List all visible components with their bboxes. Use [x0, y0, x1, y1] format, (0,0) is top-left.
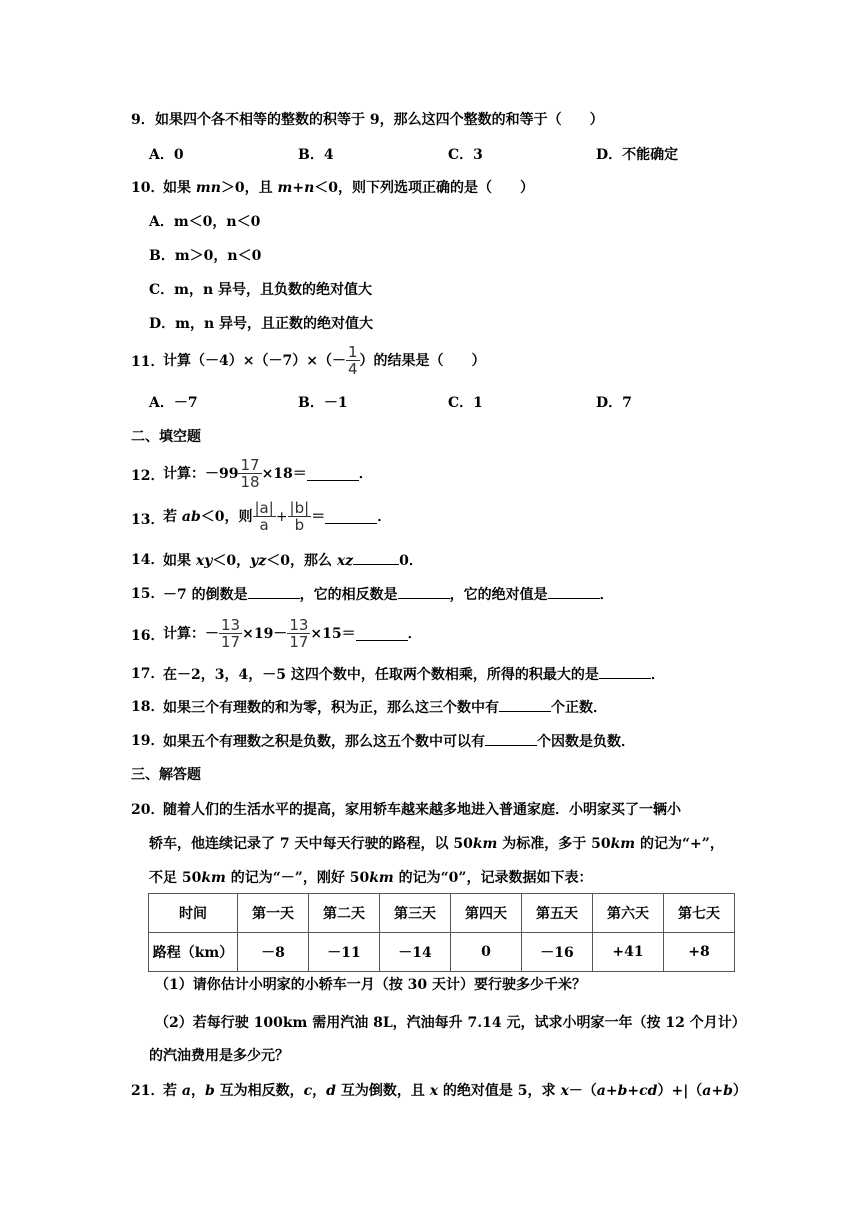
question-text: 计算（－4）×（－7）×（－ $\frac{1}{4}$ ）的结果是（ ） — [163, 343, 486, 378]
table-header: 第四天 — [451, 894, 522, 933]
table-row — [149, 933, 735, 972]
fraction: $\frac{1}{4}$ — [347, 343, 358, 378]
fraction: $\frac{|b|}{b}$ — [289, 499, 310, 534]
answer-blank[interactable] — [548, 584, 600, 599]
sub-question-2-cont: 的汽油费用是多少元？ — [149, 1048, 289, 1064]
question-text: 若 ab＜0，则 $\frac{|a|}{a}$ + $\frac{|b|}{b}$ ＝ ． — [163, 499, 392, 534]
section-heading: 二、填空题 — [131, 429, 201, 445]
section-heading: 三、解答题 — [131, 767, 201, 783]
option-b: B．4 — [298, 147, 334, 163]
question-number: 20． — [131, 802, 165, 818]
question-text: 不足 50km 的记为“－”，刚好 50km 的记为“0”，记录数据如下表： — [149, 870, 593, 886]
question-text: 如果 xy＜0，yz＜0，那么 xz 0． — [163, 550, 423, 571]
table-header: 第三天 — [380, 894, 451, 933]
option-a: A．0 — [149, 147, 184, 163]
answer-blank[interactable] — [398, 584, 450, 599]
question-number: 21． — [131, 1083, 165, 1099]
question-number: 19． — [131, 733, 165, 749]
table-cell: －16 — [522, 933, 593, 972]
option-a: A．m＜0，n＜0 — [149, 214, 261, 230]
option-a: A．－7 — [149, 395, 198, 411]
option-d: D．7 — [596, 395, 632, 411]
question-number: 13． — [131, 512, 165, 528]
question-text: 在－2，3，4，－5 这四个数中，任取两个数相乘，所得的积最大的是 ． — [163, 664, 665, 685]
question-text: 随着人们的生活水平的提高，家用轿车越来越多地进入普通家庭．小明家买了一辆小 — [163, 802, 681, 818]
option-b: B．m＞0，n＜0 — [149, 248, 262, 264]
table-header: 第二天 — [309, 894, 380, 933]
table-cell: 0 — [451, 933, 522, 972]
question-number: 11． — [131, 354, 165, 370]
question-text: 如果三个有理数的和为零，积为正，那么这三个数中有 个正数． — [163, 697, 607, 718]
question-number: 16． — [131, 628, 165, 644]
question-number: 9． — [131, 112, 155, 128]
table-cell: －14 — [380, 933, 451, 972]
answer-blank[interactable] — [248, 584, 300, 599]
question-number: 15． — [131, 586, 165, 602]
fraction: $\frac{13}{17}$ — [221, 616, 241, 651]
fraction: $\frac{|a|}{a}$ — [254, 499, 274, 534]
table-header: 第五天 — [522, 894, 593, 933]
sub-question-2: （2）若每行驶 100km 需用汽油 8L，汽油每升 7.14 元，试求小明家一年（按 12 个月计） — [155, 1015, 746, 1031]
option-d: D．不能确定 — [596, 147, 679, 163]
question-text: 如果五个有理数之积是负数，那么这五个数中可以有 个因数是负数． — [163, 731, 635, 752]
question-number: 10． — [131, 180, 165, 196]
table-cell: －8 — [238, 933, 309, 972]
question-text: 轿车，他连续记录了 7 天中每天行驶的路程，以 50km 为标准，多于 50km 的记为“+”， — [149, 836, 724, 852]
question-text: 计算：－99 $\frac{17}{18}$ ×18＝ ． — [163, 456, 373, 491]
table-header: 时间 — [149, 894, 238, 933]
table-header: 第六天 — [593, 894, 664, 933]
answer-blank[interactable] — [325, 509, 377, 524]
mileage-table — [148, 893, 735, 972]
question-text: 如果四个各不相等的整数的积等于 9，那么这四个整数的和等于（ ） — [155, 112, 604, 128]
fraction: $\frac{13}{17}$ — [289, 616, 309, 651]
table-header: 第七天 — [664, 894, 735, 933]
answer-blank[interactable] — [356, 626, 408, 641]
table-cell: +8 — [664, 933, 735, 972]
sub-question-1: （1）请你估计小明家的小轿车一月（按 30 天计）要行驶多少千米？ — [155, 977, 586, 993]
option-b: B．－1 — [298, 395, 348, 411]
question-text: －7 的倒数是 ，它的相反数是 ，它的绝对值是 ． — [163, 584, 614, 605]
option-d: D．m，n 异号，且正数的绝对值大 — [149, 316, 374, 332]
table-cell: +41 — [593, 933, 664, 972]
answer-blank[interactable] — [599, 664, 651, 679]
question-text: 计算：－ $\frac{13}{17}$ ×19－ $\frac{13}{17}$ ×15＝ ． — [163, 616, 422, 651]
question-text: 如果 mn＞0，且 m+n＜0，则下列选项正确的是（ ） — [163, 180, 534, 196]
question-number: 12． — [131, 468, 165, 484]
question-text: 若 a，b 互为相反数，c，d 互为倒数，且 x 的绝对值是 5，求 x－（a+b+cd）+|（a+b） — [163, 1083, 747, 1099]
option-c: C．1 — [448, 395, 483, 411]
table-row-label: 路程（km） — [149, 933, 238, 972]
answer-blank[interactable] — [307, 466, 359, 481]
option-c: C．m，n 异号，且负数的绝对值大 — [149, 282, 373, 298]
option-c: C．3 — [448, 147, 483, 163]
question-number: 18． — [131, 699, 165, 715]
answer-blank[interactable] — [485, 731, 537, 746]
table-header: 第一天 — [238, 894, 309, 933]
answer-blank[interactable] — [353, 550, 399, 565]
question-number: 14． — [131, 552, 165, 568]
fraction: $\frac{17}{18}$ — [240, 456, 260, 491]
question-number: 17． — [131, 666, 165, 682]
table-cell: －11 — [309, 933, 380, 972]
answer-blank[interactable] — [499, 697, 551, 712]
table-header-row — [149, 894, 735, 933]
